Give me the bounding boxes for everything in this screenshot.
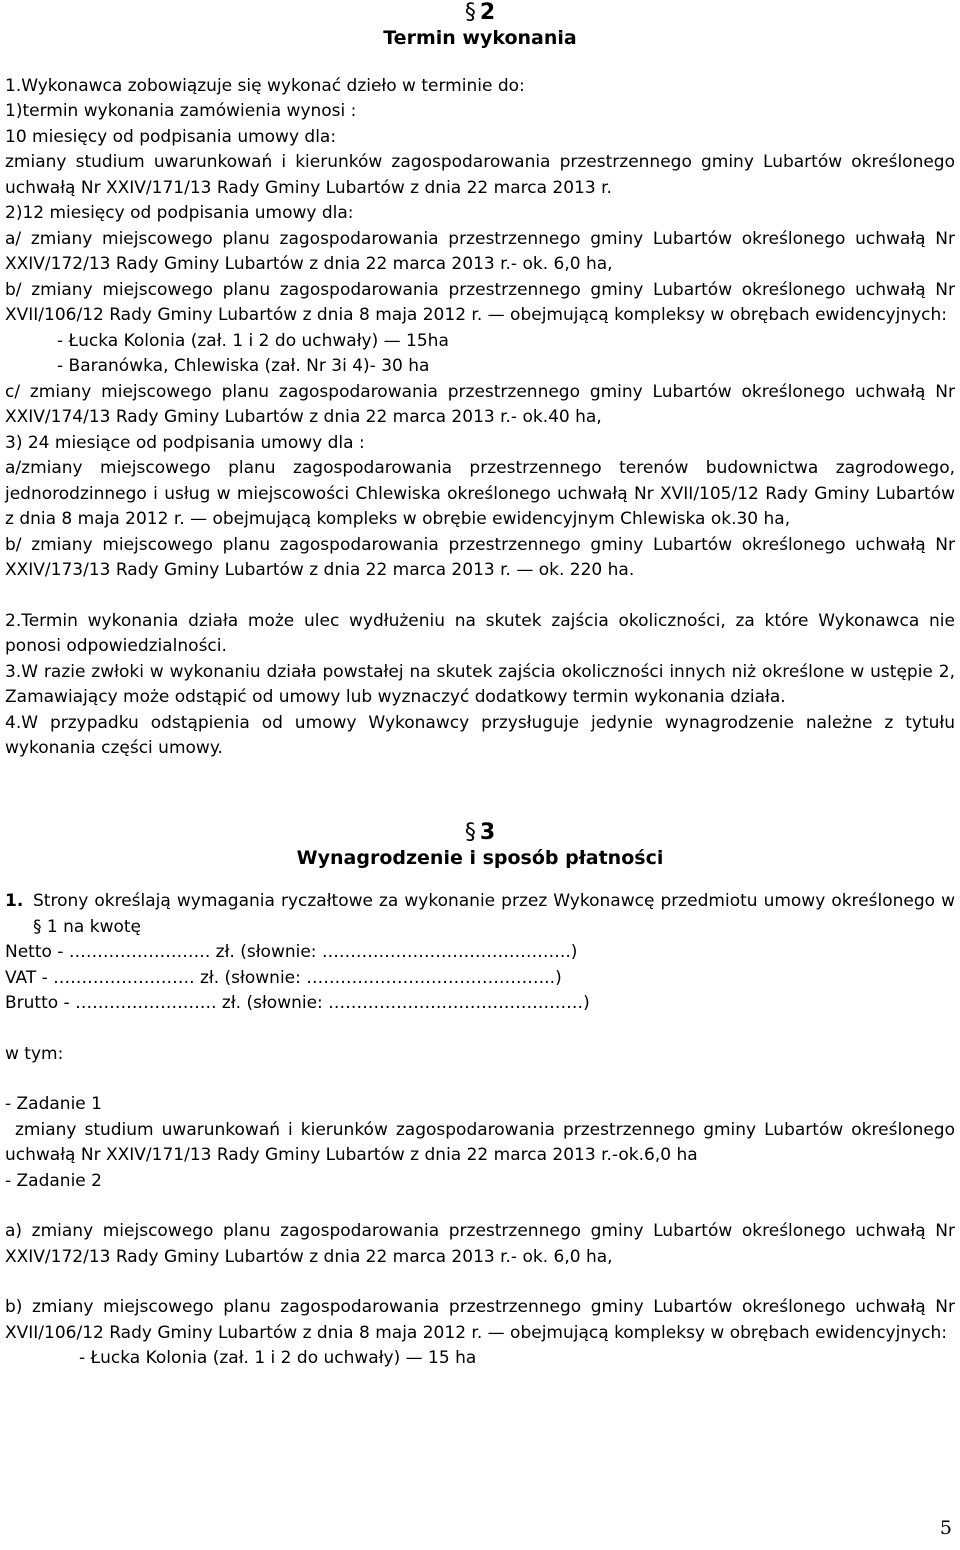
- clause-1-item-2b-sub2: - Baranówka, Chlewiska (zał. Nr 3i 4)- 30 ha: [57, 356, 430, 376]
- paragraph-sign: §: [464, 819, 476, 845]
- brutto-line: Brutto - ……………………. zł. (słownie: ………………………………………): [5, 993, 590, 1013]
- section-title: Termin wykonania: [383, 27, 577, 49]
- w-tym-label: w tym:: [5, 1043, 64, 1064]
- paragraph-sign: §: [464, 0, 476, 25]
- clause-1: 1.Wykonawca zobowiązuje się wykonać dzieło w terminie do:: [5, 75, 525, 96]
- netto-line: Netto - ……………………. zł. (słownie: ……………………………………..): [5, 942, 578, 962]
- section-3-header: [5, 820, 955, 872]
- clause-1-item-2a: a/ zmiany miejscowego planu zagospodarowania przestrzennego gminy Lubartów określonego uchwałą Nr XXIV/172/13 Rady Gminy Lubartów z dnia 22 marca 2013 r.- ok. 6,0 ha,: [5, 228, 955, 274]
- task-2-b-sub1: - Łucka Kolonia (zał. 1 i 2 do uchwały) — 15 ha: [79, 1348, 477, 1368]
- section-number: 2: [479, 0, 496, 25]
- clause-1-item-1-line: 10 miesięcy od podpisania umowy dla:: [5, 126, 337, 147]
- document-page: [5, 0, 955, 1372]
- section-2-header: [5, 0, 955, 52]
- section-number: 3: [479, 819, 496, 845]
- clause-number: 1.: [5, 891, 24, 911]
- section-title: Wynagrodzenie i sposób płatności: [296, 846, 664, 869]
- clause-1-item-3: 3) 24 miesiące od podpisania umowy dla :: [5, 432, 365, 453]
- clause-1-item-2: 2)12 miesięcy od podpisania umowy dla:: [5, 203, 354, 223]
- page-number: 5: [939, 1517, 952, 1539]
- clause-3: 3.W razie zwłoki w wykonaniu działa powstałej na skutek zajścia okoliczności innych niż określone w ustępie 2, Zamawiający może odstąpić od umowy lub wyznaczyć dodatkowy termin wykonania działa.: [5, 661, 955, 707]
- clause-1-item-3b: b/ zmiany miejscowego planu zagospodarowania przestrzennego gminy Lubartów określonego uchwałą Nr XXIV/173/13 Rady Gminy Lubartów z dnia 22 marca 2013 r. — ok. 220 ha.: [5, 534, 955, 580]
- clause-1-item-3a: a/zmiany miejscowego planu zagospodarowania przestrzennego terenów budownictwa zagrodowego, jednorodzinnego i usług w miejscowości Chlewiska określonego uchwałą Nr XVII/105/12 Rady Gminy Lubartów z dnia 8 maja 2012 r. — obejmującą kompleks w obrębie ewidencyjnym Chlewiska ok.30 ha,: [5, 458, 955, 529]
- payment-clause-1: [5, 889, 955, 940]
- clause-2: 2.Termin wykonania działa może ulec wydłużeniu na skutek zajścia okoliczności, za które Wykonawca nie ponosi odpowiedzialności.: [5, 610, 955, 656]
- clause-text: Strony określają wymagania ryczałtowe za wykonanie przez Wykonawcę przedmiotu umowy określonego w § 1 na kwotę: [33, 891, 955, 937]
- clause-1-item-1: 1)termin wykonania zamówienia wynosi :: [5, 101, 357, 121]
- clause-1-item-2b: b/ zmiany miejscowego planu zagospodarowania przestrzennego gminy Lubartów określonego uchwałą Nr XVII/106/12 Rady Gminy Lubartów z dnia 8 maja 2012 r. — obejmującą kompleksy w obrębach ewidencyjnych:: [5, 279, 955, 325]
- task-2-label: - Zadanie 2: [5, 1170, 102, 1191]
- task-2-b: b) zmiany miejscowego planu zagospodarowania przestrzennego gminy Lubartów określonego uchwałą Nr XVII/106/12 Rady Gminy Lubartów z dnia 8 maja 2012 r. — obejmującą kompleksy w obrębach ewidencyjnych:: [5, 1297, 955, 1343]
- task-1-text: zmiany studium uwarunkowań i kierunków zagospodarowania przestrzennego gminy Lubartów określonego uchwałą Nr XXIV/171/13 Rady Gminy Lubartów z dnia 22 marca 2013 r.-ok.6,0 ha: [5, 1119, 955, 1165]
- task-2-a: a) zmiany miejscowego planu zagospodarowania przestrzennego gminy Lubartów określonego uchwałą Nr XXIV/172/13 Rady Gminy Lubartów z dnia 22 marca 2013 r.- ok. 6,0 ha,: [5, 1221, 955, 1267]
- clause-1-item-1-text: zmiany studium uwarunkowań i kierunków zagospodarowania przestrzennego gminy Lubartów określonego uchwałą Nr XXIV/171/13 Rady Gminy Lubartów z dnia 22 marca 2013 r.: [5, 152, 955, 198]
- clause-1-item-2b-sub1: - Łucka Kolonia (zał. 1 i 2 do uchwały) — 15ha: [57, 330, 449, 351]
- vat-line: VAT - ……………………. zł. (słownie: ……………………………………..): [5, 967, 562, 988]
- clause-4: 4.W przypadku odstąpienia od umowy Wykonawcy przysługuje jedynie wynagrodzenie należne z tytułu wykonania części umowy.: [5, 712, 955, 758]
- task-1-label: - Zadanie 1: [5, 1094, 102, 1114]
- clause-1-item-2c: c/ zmiany miejscowego planu zagospodarowania przestrzennego gminy Lubartów określonego uchwałą Nr XXIV/174/13 Rady Gminy Lubartów z dnia 22 marca 2013 r.- ok.40 ha,: [5, 381, 955, 427]
